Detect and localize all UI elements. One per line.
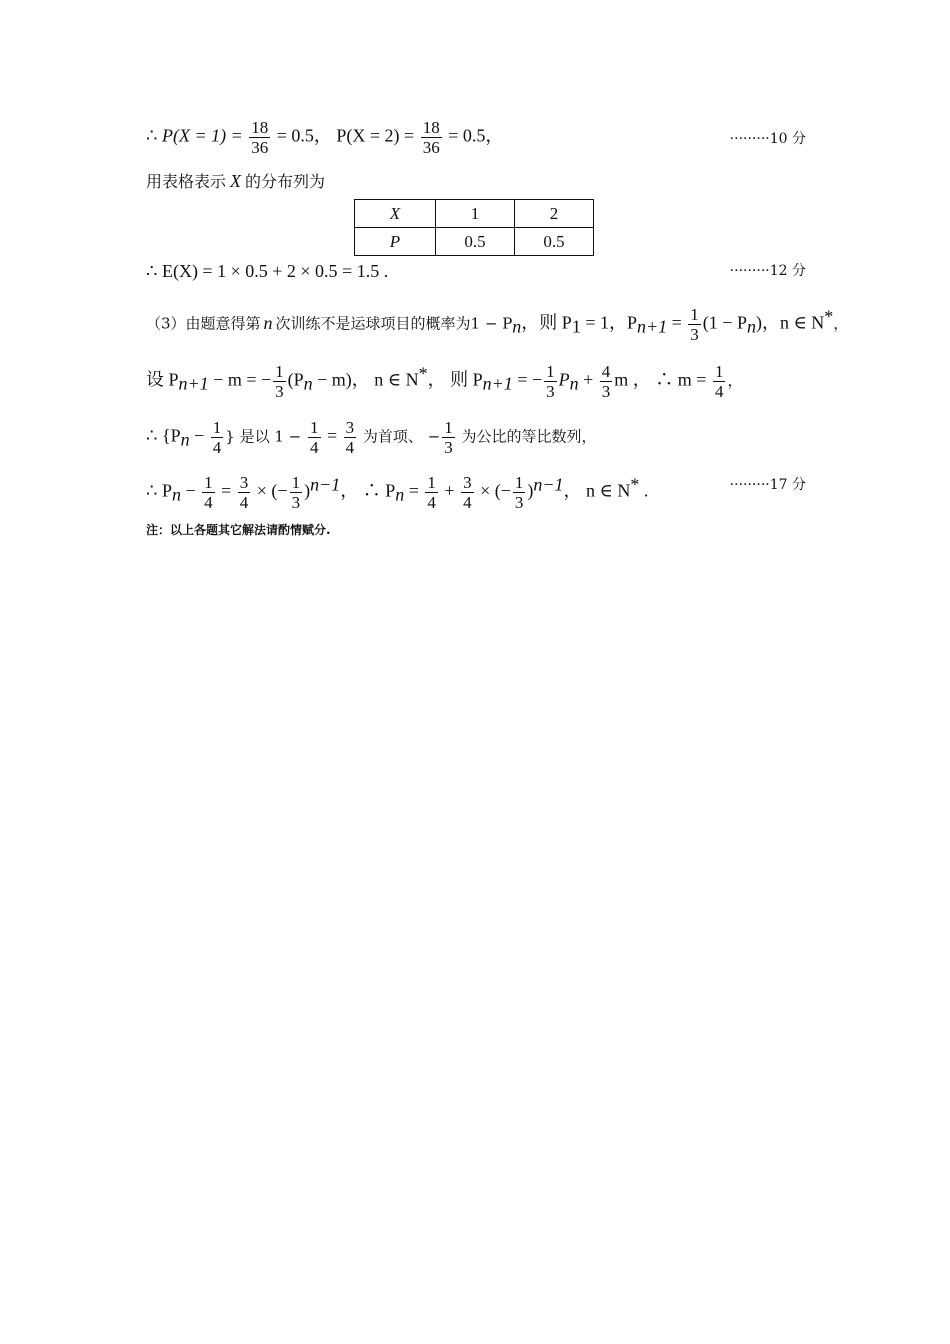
fraction-1-4: $\frac{1}{4}$ (427, 473, 436, 512)
fraction-1-3: $\frac{1}{3}$ (275, 362, 284, 401)
score-12: ·········12 分 (729, 263, 806, 279)
fraction-1-3: $\frac{1}{3}$ (444, 418, 453, 457)
fraction-3-4: $\frac{3}{4}$ (463, 473, 472, 512)
table-cell: 2 (515, 200, 594, 228)
fraction-1-4: $\frac{1}{4}$ (212, 418, 222, 457)
table-intro-line: 用表格表示 X 的分布列为 (146, 171, 326, 191)
fraction-1-3: $\frac{1}{3}$ (546, 362, 555, 401)
fraction-1-4: $\frac{1}{4}$ (204, 473, 213, 512)
fraction-1-3: $\frac{1}{3}$ (291, 473, 301, 512)
fraction-18-36-b: $\frac{18}{36}$ (422, 118, 440, 157)
table-row (355, 228, 594, 256)
geometric-sequence-line: ∴ {$P_n$ − $\frac{1}{4}$ } 是以 1 − $\frac{1}{4}$ = $\frac{3}{4}$ 为首项、 − $\frac{1}{3}$ 为公比的等比数列， (146, 418, 597, 457)
fraction-18-36-a: $\frac{18}{36}$ (251, 118, 269, 157)
probability-line: ∴ P(X = 1) = $\frac{18}{36}$ = 0.5， P(X = 2) = $\frac{18}{36}$ = 0.5， (146, 118, 504, 157)
table-cell: 0.5 (515, 228, 594, 256)
score-10: ·········10 分 (729, 131, 806, 147)
fraction-1-3: $\frac{1}{3}$ (514, 473, 524, 512)
fraction-3-4: $\frac{3}{4}$ (239, 473, 249, 512)
grading-note: 注：以上各题其它解法请酌情赋分. (146, 523, 331, 537)
fraction-1-4: $\frac{1}{4}$ (714, 362, 724, 401)
fraction-4-3: $\frac{4}{3}$ (601, 362, 611, 401)
fraction-1-3: $\frac{1}{3}$ (690, 305, 699, 344)
table-cell: X (355, 200, 436, 228)
expectation-line: ∴ E(X) = 1 × 0.5 + 2 × 0.5 = 1.5 . (146, 261, 389, 281)
table-row (355, 200, 594, 228)
general-term-line: ∴ $P_n$ − $\frac{1}{4}$ = $\frac{3}{4}$ × (− $\frac{1}{3}$ )$^{n-1}$， ∴ $P_n$ = $\frac{1}{4}$ + $\frac{3}{4}$ × (− $\frac{1}{3}$ )$^{n-1}$， n ∈ N* . (146, 473, 649, 512)
score-17: ·········17 分 (729, 477, 806, 493)
part3-line: （3）由题意得第 n 次训练不是运球项目的概率为$1 - P_n$，则 $P_1 = 1$，$P_{n+1}$ = $\frac{1}{3}$ $(1 - P_n)$，n ∈ N*， (146, 305, 849, 344)
distribution-table (354, 199, 594, 256)
table-cell: P (355, 228, 436, 256)
therefore-symbol: ∴ (146, 125, 162, 146)
fraction-3-4: $\frac{3}{4}$ (345, 418, 355, 457)
table-cell: 1 (436, 200, 515, 228)
prob-x1-text: P(X = 1) = (161, 125, 248, 146)
fraction-1-4: $\frac{1}{4}$ (310, 418, 319, 457)
table-cell: 0.5 (436, 228, 515, 256)
recurrence-line: 设 $P_{n+1} - m$ = − $\frac{1}{3}$ $(P_n - m)$， n ∈ N*， 则 $P_{n+1}$ = − $\frac{1}{3}$ $P_n$ + $\frac{4}{3}$ m ， ∴ m = $\frac{1}{4}$ ， (146, 362, 743, 401)
prob-x2-text: = 0.5， P(X = 2) = (272, 125, 419, 146)
